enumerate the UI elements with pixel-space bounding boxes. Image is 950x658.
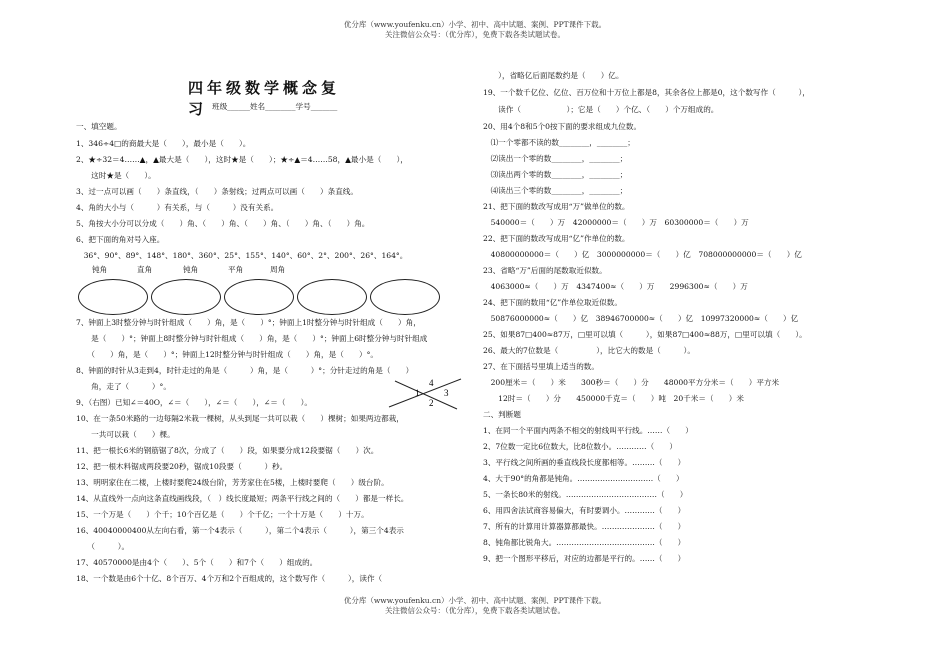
question-18-cont: ），省略亿后面尾数约是（ ）亿。 [483, 71, 624, 80]
angle-label-full: 周角 [270, 265, 286, 274]
question-8-cont: 角，走了（ ）°。 [76, 382, 171, 391]
question-2-cont: 这时★是（ ）。 [76, 171, 156, 180]
question-21: 21、把下面的数改写成用“万”做单位的数。 [483, 202, 630, 211]
question-24-items: 50876000000≈（ ）亿 38946700000≈（ ）亿 10997320000≈（ ）亿 [483, 314, 799, 323]
question-20-2: ⑵读出一个零的数________，________； [483, 154, 628, 163]
header-line-1: 优分库（www.youfenku.cn）小学、初中、高中试题、案例、PPT课件下载。 [343, 20, 607, 29]
question-20: 20、用4个8和5个0按下面的要求组成九位数。 [483, 122, 642, 131]
angle-label-obtuse-1: 钝角 [92, 265, 108, 274]
angle-label-obtuse-2: 钝角 [183, 265, 199, 274]
figure-label-left: 1 [415, 388, 420, 398]
question-27: 27、在下面括号里填上适当的数。 [483, 362, 599, 371]
section-judge-title: 二、判断题 [483, 410, 521, 419]
judge-7: 7、所有的计算用计算器算都最快。…………………（ ） [483, 522, 686, 531]
judge-1: 1、在同一个平面内两条不相交的射线叫平行线。……（ ） [483, 426, 693, 435]
question-21-items: 540000＝（ ）万 42000000＝（ ）万 60300000＝（ ）万 [483, 218, 749, 227]
question-16: 16、40040000400从左向右看，第一个4表示（ ），第二个4表示（ ），第三个4表示 [76, 526, 404, 535]
question-26: 26、最大的7位数是（ ），比它大的数是（ ）。 [483, 346, 695, 355]
question-19: 19、一个数千亿位、亿位、百万位和十万位上都是8，其余各位上都是0，这个数写作（ ）， [483, 88, 810, 97]
judge-6: 6、用四舍法试商容易偏大，有时要调小。…………（ ） [483, 506, 686, 515]
question-18: 18、一个数是由6个十亿、8个百万、4个万和2个百组成的，这个数写作（ ），读作（ [76, 574, 383, 583]
question-20-1: ⑴一个零都不读的数________，________； [483, 138, 635, 147]
question-14: 14、从直线外一点向这条直线画线段，（ ）线长度最短；两条平行线之间的（ ）都是一样长。 [76, 494, 409, 503]
judge-8: 8、钝角都比锐角大。…………………………………（ ） [483, 538, 686, 547]
question-11: 11、把一根长6米的钢筋锯了8次，分成了（ ）段，如果要分成12段要锯（ ）次。 [76, 446, 379, 455]
answer-oval-3[interactable] [224, 279, 294, 315]
question-22: 22、把下面的数改写成用“亿”作单位的数。 [483, 234, 630, 243]
question-13: 13、明明家住在二楼，上楼时要爬24级台阶，芳芳家住在5楼，上楼时要爬（ ）级台阶。 [76, 478, 389, 487]
question-15: 15、一个万是（ ）个千；10个百亿是（ ）个千亿；一个十万是（ ）十万。 [76, 510, 369, 519]
angle-label-straight: 平角 [228, 265, 244, 274]
figure-label-bottom: 2 [429, 398, 434, 408]
judge-2: 2、7位数一定比6位数大，比8位数小。…………（ ） [483, 442, 677, 451]
question-17: 17、40570000是由4个（ ）、5个（ ）和7个（ ）组成的。 [76, 558, 318, 567]
figure-label-top: 4 [429, 378, 434, 388]
question-25: 25、如果87□400≈87万，□里可以填（ ），如果87□400≈88万，□里可以填（ ）。 [483, 330, 807, 339]
answer-oval-1[interactable] [78, 279, 148, 315]
question-7-cont-2: （ ）角，是（ ）°；钟面上12时整分钟与时针组成（ ）角，是（ ）°。 [76, 350, 379, 359]
question-22-items: 40800000000＝（ ）亿 3000000000＝（ ）亿 708000000000＝（ ）亿 [483, 250, 802, 259]
question-23: 23、省略“万”后面的尾数取近似数。 [483, 266, 607, 275]
footer-line-2: 关注微信公众号：（优分库），免费下载各类试题试卷。 [385, 606, 565, 615]
question-7: 7、钟面上3时整分钟与时针组成（ ）角，是（ ）°；钟面上1时整分钟与时针组成（ ）角， [76, 318, 421, 327]
question-10-cont: 一共可以栽（ ）棵。 [76, 430, 175, 439]
angle-answer-ovals [78, 279, 448, 315]
judge-3: 3、平行线之间所画的垂直线段长度都相等。………（ ） [483, 458, 686, 467]
question-1: 1、346÷4□的商最大是（ ），最小是（ ）。 [76, 139, 251, 148]
question-27-row-2: 12时＝（ ）分 450000千克＝（ ）吨 20千米＝（ ）米 [483, 394, 744, 403]
question-20-4: ⑷读出三个零的数________，________； [483, 186, 628, 195]
intersecting-lines-figure [385, 375, 465, 415]
header-line-2: 关注微信公众号：（优分库），免费下载各类试题试卷。 [385, 30, 565, 39]
answer-oval-4[interactable] [297, 279, 367, 315]
question-20-3: ⑶读出两个零的数________，________； [483, 170, 628, 179]
footer-line-1: 优分库（www.youfenku.cn）小学、初中、高中试题、案例、PPT课件下载。 [343, 596, 607, 605]
question-6-angles: 36°、90°、89°、148°、180°、360°、25°、155°、140°、60°、2°、200°、26°、164°。 [76, 251, 408, 260]
question-10: 10、在一条50米路的一边每隔2米栽一棵树，从头到尾一共可以栽（ ）棵树；如果两边都栽， [76, 414, 404, 423]
question-6: 6、把下面的角对号入座。 [76, 235, 165, 244]
page-title: 四年级数学概念复习 [188, 79, 341, 118]
question-24: 24、把下面的数用“亿”作单位取近似数。 [483, 298, 622, 307]
question-12: 12、把一根木料锯成两段要20秒，锯成10段要（ ）秒。 [76, 462, 288, 471]
question-9: 9、（右图）已知∠＝40O，∠＝（ ），∠＝（ ），∠＝（ ）。 [76, 398, 312, 407]
question-8: 8、钟面的时针从3走到4，时针走过的角是（ ）角，是（ ）°；分针走过的角是（ ） [76, 366, 414, 375]
question-5: 5、角按大小分可以分成（ ）角、（ ）角、（ ）角、（ ）角、（ ）角。 [76, 219, 370, 228]
question-7-cont-1: 是（ ）°；钟面上8时整分钟与时针组成（ ）角，是（ ）°；钟面上6时整分钟与时针组成 [76, 334, 428, 343]
angle-label-right: 直角 [137, 265, 153, 274]
student-info-line: 班级______姓名________学号_______ [212, 102, 338, 111]
answer-oval-5[interactable] [370, 279, 440, 315]
question-16-cont: （ ）。 [76, 542, 130, 551]
question-19-cont: 读作（ ）；它是（ ）个亿、（ ）个万组成的。 [483, 105, 719, 114]
judge-9: 9、把一个图形平移后，对应的边都是平行的。……（ ） [483, 554, 686, 563]
question-4: 4、角的大小与（ ）有关系，与（ ）没有关系。 [76, 203, 279, 212]
answer-oval-2[interactable] [151, 279, 221, 315]
figure-label-right: 3 [444, 388, 449, 398]
judge-5: 5、一条长80米的射线。………………………………（ ） [483, 490, 688, 499]
section-fill-in-title: 一、填空题。 [76, 122, 122, 131]
judge-4: 4、大于90°的角都是钝角。…………………………（ ） [483, 474, 684, 483]
question-2: 2、★÷32＝4……▲，▲最大是（ ），这时★是（ ）；★÷▲＝4……58，▲最小是（ ）， [76, 155, 408, 164]
question-27-row-1: 200厘米＝（ ）米 300秒＝（ ）分 48000平方分米＝（ ）平方米 [483, 378, 780, 387]
question-23-items: 4063000≈（ ）万 4347400≈（ ）万 2996300≈（ ）万 [483, 282, 748, 291]
question-3: 3、过一点可以画（ ）条直线，（ ）条射线；过两点可以画（ ）条直线。 [76, 187, 358, 196]
